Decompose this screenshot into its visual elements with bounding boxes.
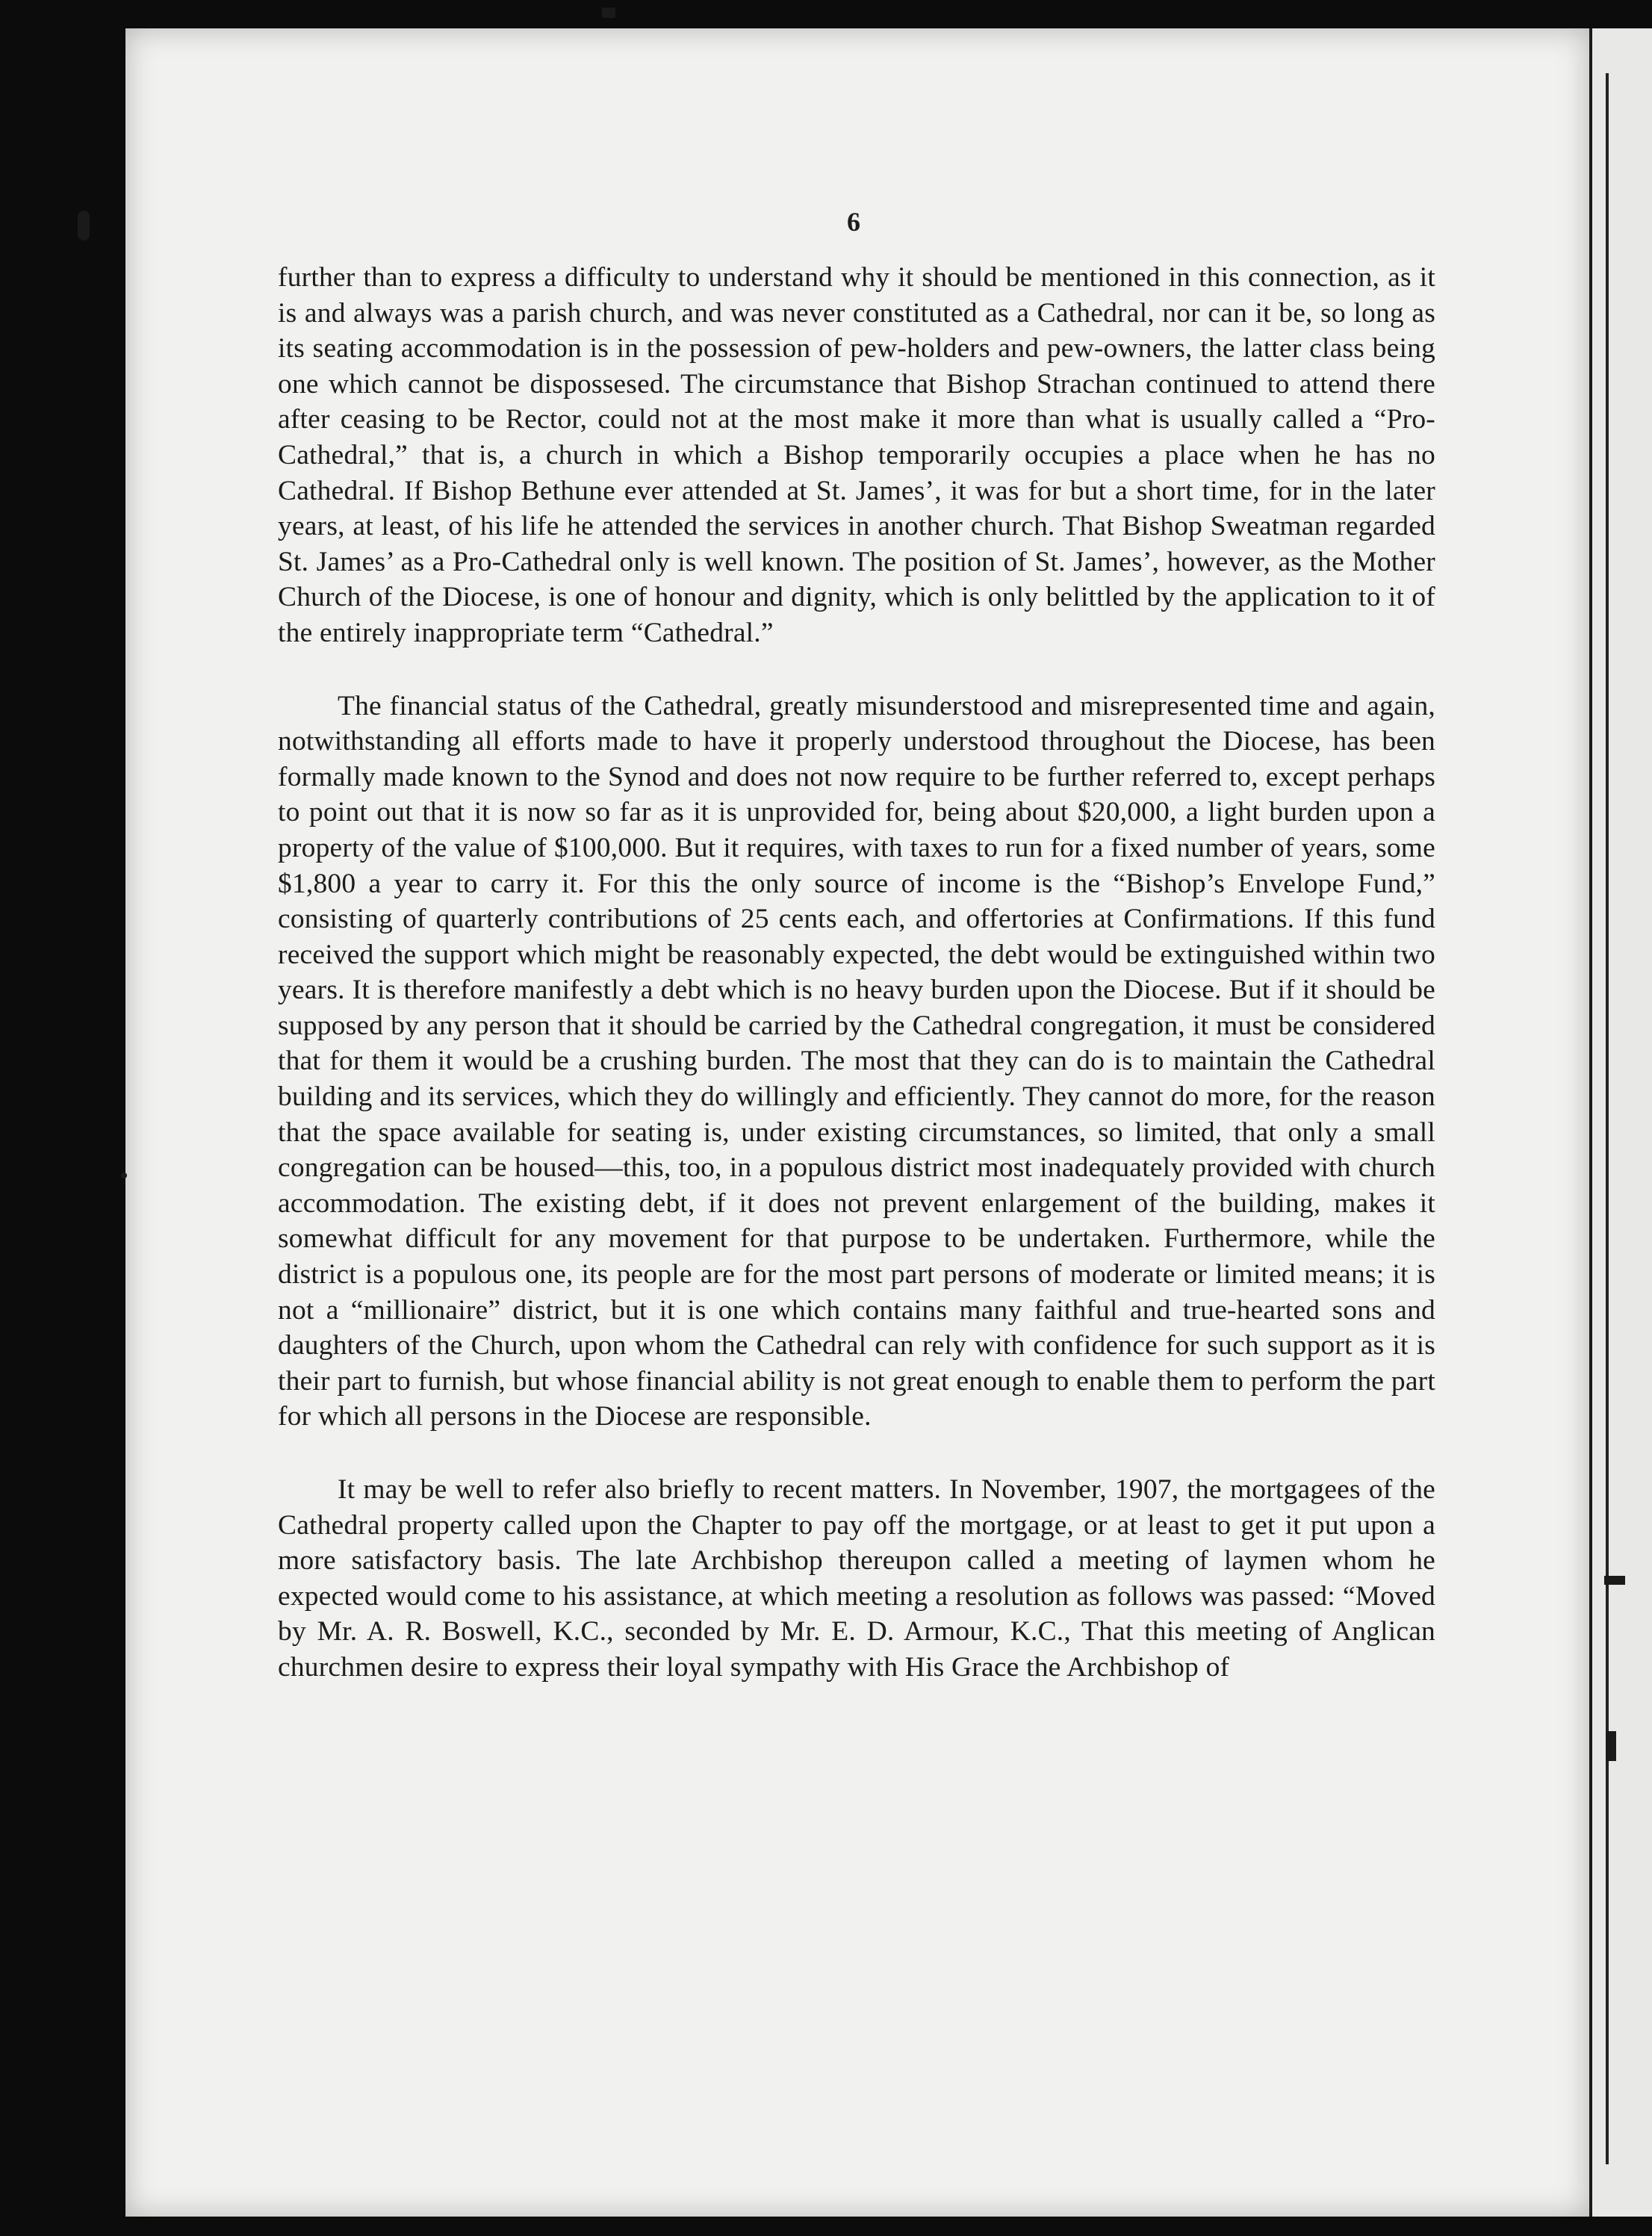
- scan-speck: [1606, 1731, 1616, 1761]
- scan-speck: [1604, 1576, 1625, 1585]
- paragraph-recent-matters: It may be well to refer also briefly to recent matters. In November, 1907, the mortgagees of the Cathedral property called upon the Chapter to pay off the mortgage, or at least to get it put upon a more satisfactory basis. The late Archbishop thereupon called a meeting of laymen whom he expected would come to his assistance, at which meeting a resolution as follows was passed: “Moved by Mr. A. R. Boswell, K.C., seconded by Mr. E. D. Armour, K.C., That this meeting of Anglican churchmen desire to express their loyal sympathy with His Grace the Archbishop of: [278, 1474, 1435, 1683]
- paragraph-continuation: further than to express a difficulty to understand why it should be mentioned in this connection, as it is and always was a parish church, and was never constituted as a Cathedral, nor can it be, so long as its seating accommodation is in the possession of pew-holders and pew-owners, the latter class being one which cannot be dispossesed. The circumstance that Bishop Strachan continued to attend there after ceasing to be Rector, could not at the most make it more than what is usually called a “Pro-Cathedral,” that is, a church in which a Bishop temporarily occupies a place when he has no Cathedral. If Bishop Bethune ever attended at St. James’, it was for but a short time, for in the later years, at least, of his life he attended the services in another church. That Bishop Sweatman regarded St. James’ as a Pro-Cathedral only is well known. The position of St. James’, however, as the Mother Church of the Diocese, is one of honour and dignity, which is only belittled by the application to it of the entirely inappropriate term “Cathedral.”: [278, 262, 1435, 648]
- scan-speck: [602, 7, 615, 18]
- body-text: [278, 260, 1435, 1686]
- facing-page-edge: [1589, 28, 1652, 2217]
- margin-rule: [1606, 73, 1609, 2164]
- page-number: 6: [847, 207, 860, 237]
- scan-speck: [121, 1173, 127, 1178]
- scan-speck: [78, 211, 90, 240]
- paragraph-financial-status: The financial status of the Cathedral, greatly misunderstood and misrepresented time and again, notwithstanding all efforts made to have it properly understood throughout the Diocese, has been formally made known to the Synod and does not now require to be further referred to, except perhaps to point out that it is now so far as it is unprovided for, being about $20,000, a light burden upon a property of the value of $100,000. But it requires, with taxes to run for a fixed number of years, some $1,800 a year to carry it. For this the only source of income is the “Bishop’s Envelope Fund,” consisting of quarterly contributions of 25 cents each, and offertories at Confirmations. If this fund received the support which might be reasonably expected, the debt would be extinguished within two years. It is therefore manifestly a debt which is no heavy burden upon the Diocese. But if it should be supposed by any person that it should be carried by the Cathedral congregation, it must be considered that for them it would be a crushing burden. The most that they can do is to maintain the Cathedral building and its services, which they do willingly and efficiently. They cannot do more, for the reason that the space available for seating is, under existing circumstances, so limited, that only a small congregation can be housed—this, too, in a populous district most inadequately provided with church accommodation. The existing debt, if it does not prevent enlargement of the building, makes it somewhat difficult for any movement for that purpose to be undertaken. Furthermore, while the district is a populous one, its people are for the most part persons of moderate or limited means; it is not a “millionaire” district, but it is one which contains many faithful and true-hearted sons and daughters of the Church, upon whom the Cathedral can rely with confidence for such support as it is their part to furnish, but whose financial ability is not great enough to enable them to perform the part for which all persons in the Diocese are responsible.: [278, 690, 1435, 1432]
